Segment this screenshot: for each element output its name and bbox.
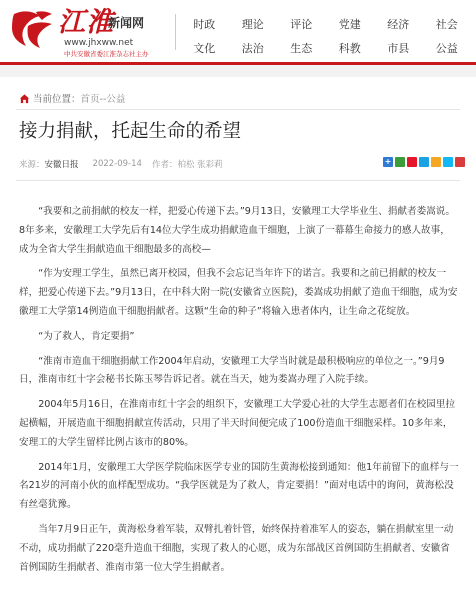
breadcrumb-path[interactable]: 首页--公益 xyxy=(80,94,126,105)
share-douban-icon[interactable] xyxy=(455,157,465,167)
share-bar xyxy=(383,157,465,167)
logo-emblem-icon xyxy=(8,6,58,50)
logo-text: 江淮 xyxy=(58,7,114,38)
article-author: 柏松 张彩莉 xyxy=(177,160,223,170)
article-paragraph: 当年7月9日正午，黄海松身着军装，双臂扎着针管，始终保持着准军人的姿态，躺在捐献室里一动不动，成功捐献了220毫升造血干细胞，实现了救人的心愿，成为东部战区首例国防生捐献者、安徽省首例国防生捐献者、淮南市第一位大学生捐献者。 xyxy=(19,523,454,573)
logo-suffix: 新闻网 xyxy=(108,16,145,30)
nav-item-science[interactable]: 科教 xyxy=(338,42,361,55)
nav-item-society[interactable]: 社会 xyxy=(435,18,458,31)
article-source: 安徽日报 xyxy=(44,160,79,170)
article-paragraph: 2014年1月，安徽理工大学医学院临床医学专业的国防生黄海松接到通知：他1年前留下的血样与一名21岁的河南小伙的血样配型成功。“我学医就是为了救人，肯定要捐！”面对电话中的询问，黄海松没有丝毫犹豫。 xyxy=(19,461,459,511)
share-qzone-icon[interactable] xyxy=(419,157,429,167)
logo-domain: www.jhxww.net xyxy=(64,38,134,48)
home-icon xyxy=(19,93,30,104)
nav-item-politics[interactable]: 时政 xyxy=(193,18,216,31)
source-label: 来源： xyxy=(19,160,45,170)
article-title: 接力捐献，托起生命的希望 xyxy=(19,121,242,142)
nav-item-law[interactable]: 法治 xyxy=(241,42,264,55)
share-weibo-icon[interactable] xyxy=(407,157,417,167)
nav-item-commentary[interactable]: 评论 xyxy=(290,18,313,31)
article-paragraph: 2004年5月16日，在淮南市红十字会的组织下，安徽理工大学爱心社的大学生志愿者们在校园里拉起横幅，开展造血干细胞捐献宣传活动，只用了半天时间便完成了100份造血干细胞采样。10多年来，安理工的大学生留样比例占该市的80%。 xyxy=(19,399,456,448)
article-paragraph: “作为安理工学生，虽然已离开校园，但我不会忘记当年许下的诺言。我要和之前已捐献的校友一样，把爱心传递下去。”9月13日，在中科大附一院(安徽省立医院)，娄嵩成功捐献了造血干细胞，成为安徽理工大学第14例造血干细胞捐献者。这颗“生命的种子”将输入患者体内，让生命之花绽放。 xyxy=(19,268,458,317)
nav-item-culture[interactable]: 文化 xyxy=(193,42,216,55)
article-paragraph: “淮南市造血干细胞捐献工作2004年启动，安徽理工大学当时就是最积极响应的单位之一。”9月9日，淮南市红十字会秘书长陈玉琴告诉记者。就在当天，她为娄嵩办理了入院手续。 xyxy=(19,355,445,386)
logo-owner: 中共安徽省委江淮杂志社主办 xyxy=(64,50,149,58)
author-label: 作者： xyxy=(151,160,178,170)
nav-item-charity[interactable]: 公益 xyxy=(435,42,458,55)
meta-divider xyxy=(16,180,460,181)
nav-item-ecology[interactable]: 生态 xyxy=(290,42,313,55)
article-paragraph: “我要和之前捐献的校友一样，把爱心传递下去。”9月13日，安徽理工大学毕业生、捐献者娄嵩说。8年多来，安徽理工大学先后有14位大学生成功捐献造血干细胞，上演了一幕幕生命接力的感人故事，成为全省大学生捐献造血干细胞最多的高校— xyxy=(19,206,455,255)
article-body xyxy=(19,203,459,577)
nav-row-1 xyxy=(180,12,476,36)
nav-item-party[interactable]: 党建 xyxy=(338,18,361,31)
article-subheading: “为了救人，肯定要捐” xyxy=(38,330,135,342)
nav-item-cities[interactable]: 市县 xyxy=(387,42,410,55)
site-header xyxy=(0,0,476,62)
share-renren-icon[interactable] xyxy=(431,157,441,167)
share-wechat-icon[interactable] xyxy=(395,157,405,167)
site-logo[interactable] xyxy=(8,6,178,56)
nav-divider xyxy=(175,14,176,50)
breadcrumb-divider xyxy=(16,109,460,110)
main-nav xyxy=(180,12,476,60)
article-date: 2022-09-14 xyxy=(92,159,142,169)
breadcrumb xyxy=(19,90,125,106)
share-qq-icon[interactable] xyxy=(443,157,453,167)
share-more-icon[interactable]: + xyxy=(384,157,392,166)
article-meta xyxy=(19,157,223,171)
header-band xyxy=(0,65,476,77)
nav-item-economy[interactable]: 经济 xyxy=(387,18,410,31)
nav-item-theory[interactable]: 理论 xyxy=(241,18,264,31)
nav-row-2 xyxy=(180,36,476,60)
breadcrumb-label: 当前位置： xyxy=(33,94,81,105)
